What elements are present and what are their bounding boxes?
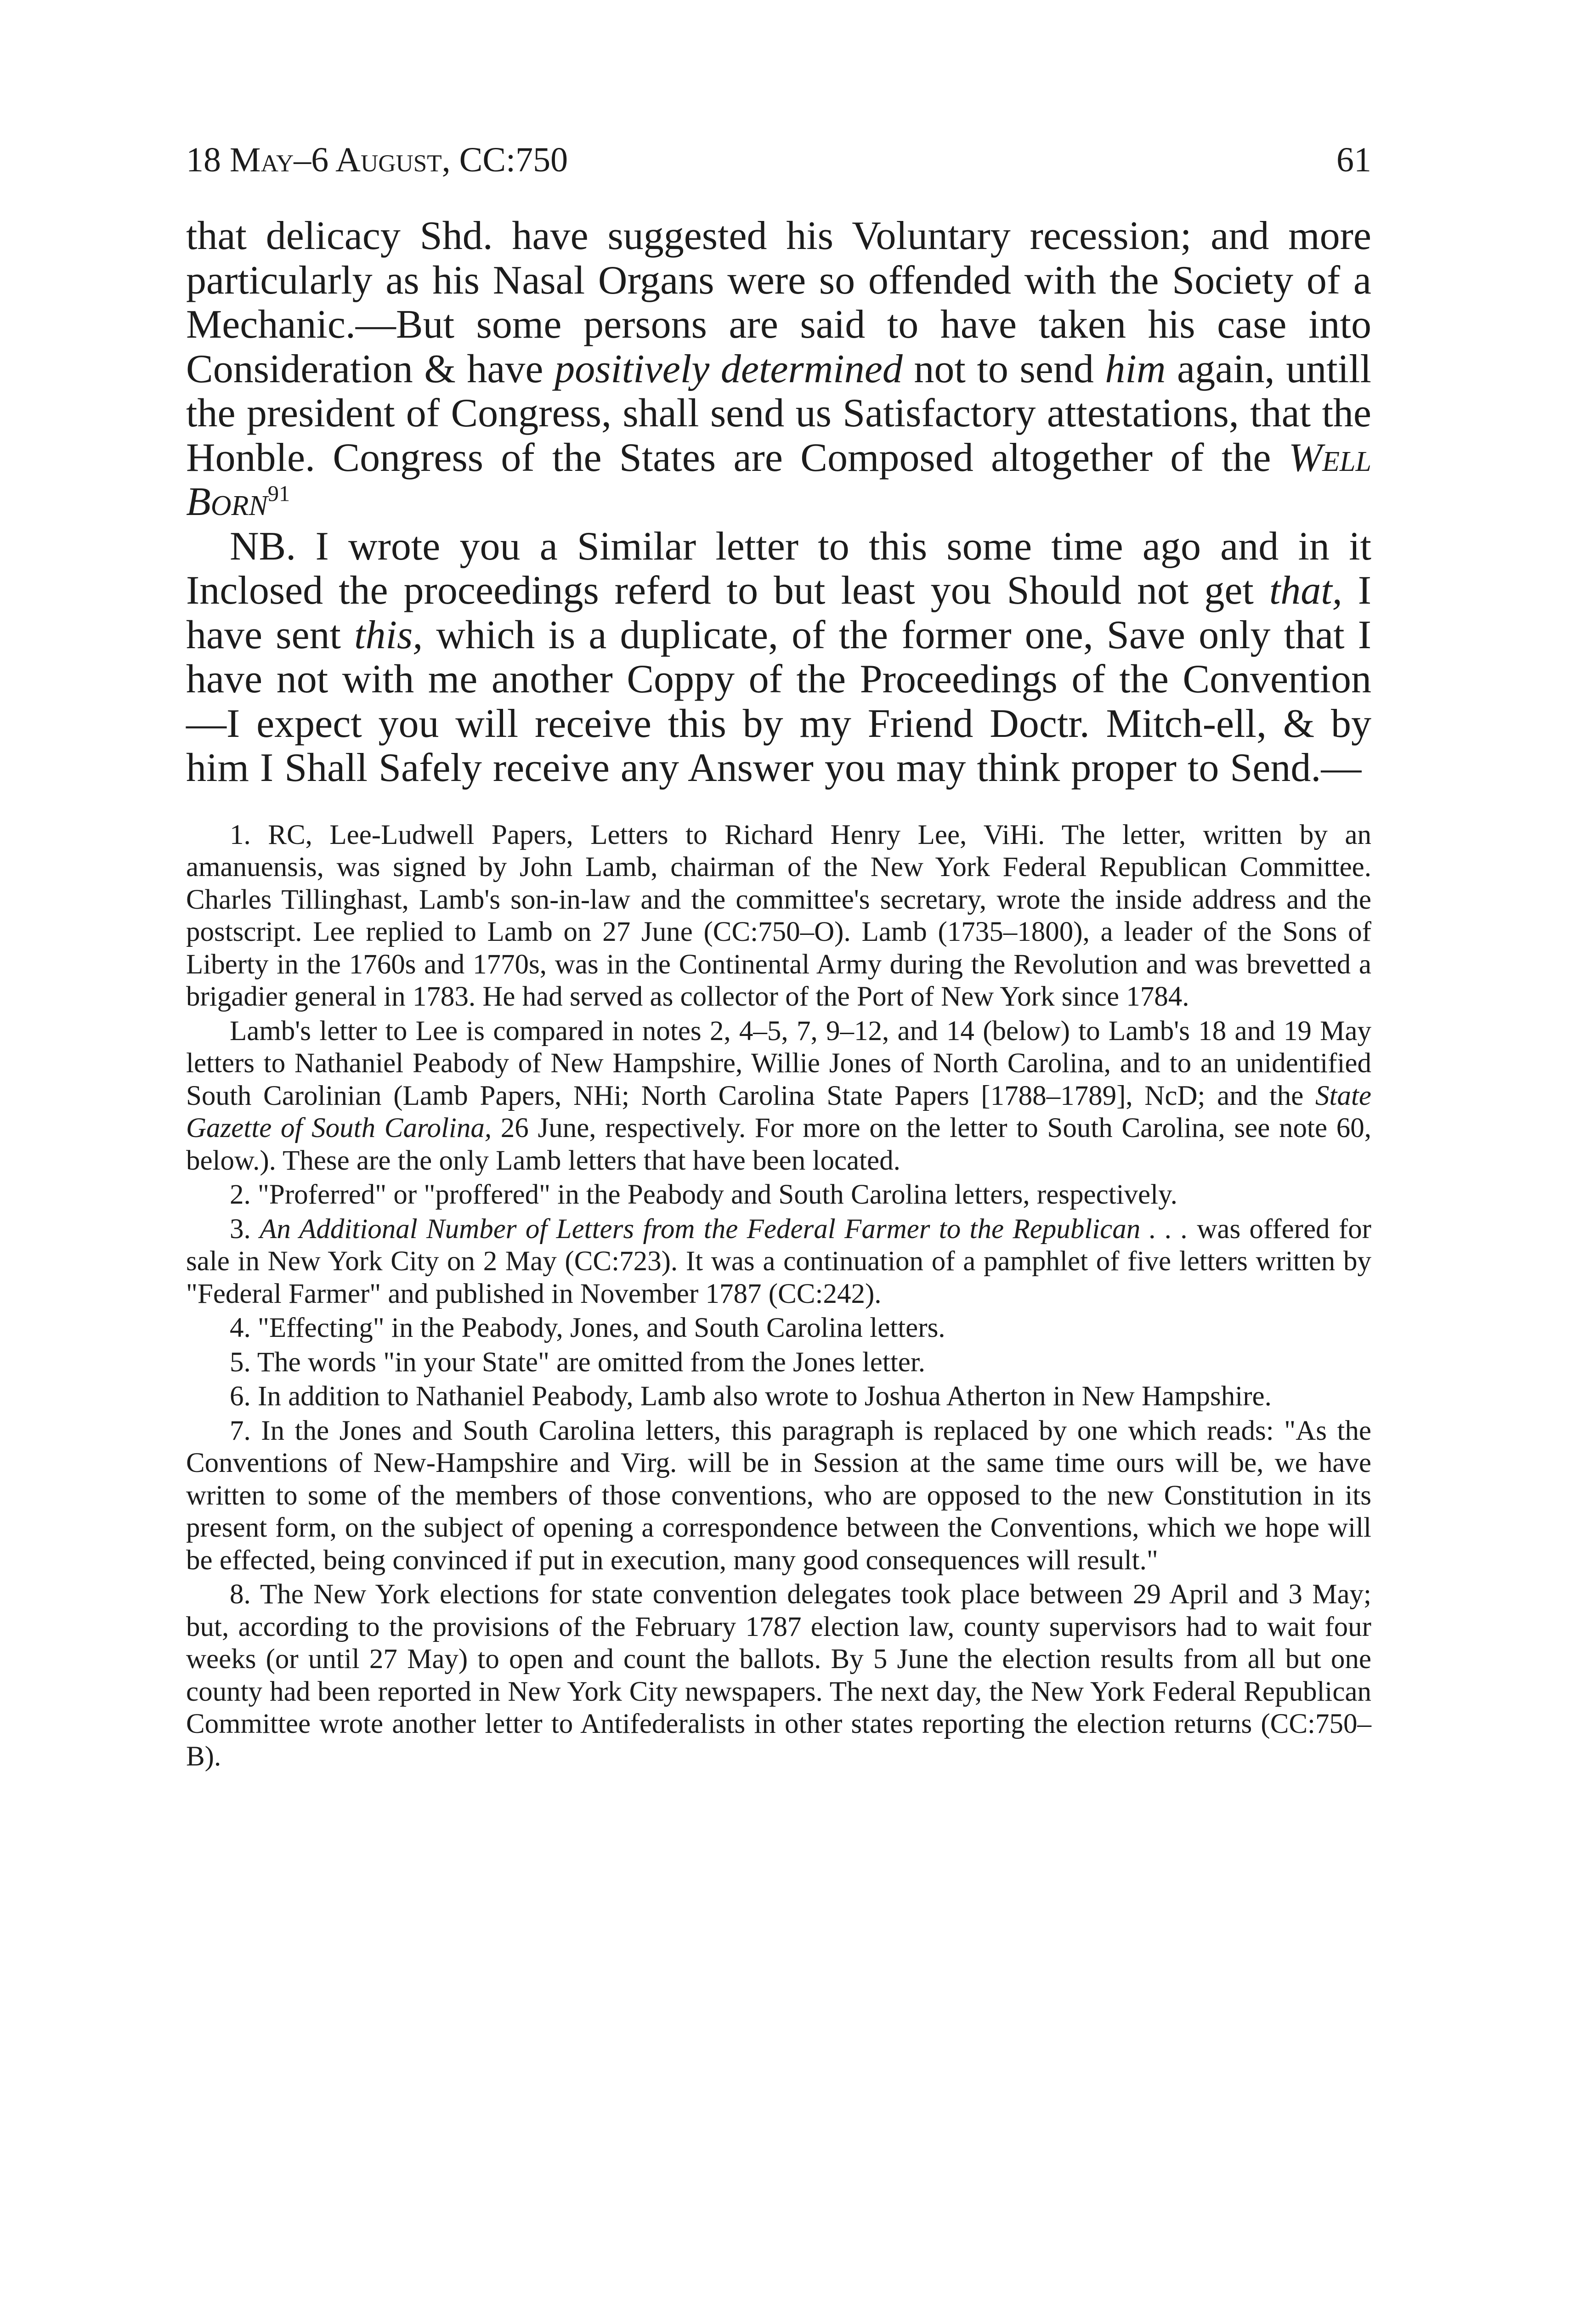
note-reference-91: 91 [267,481,290,506]
running-header [186,142,1371,177]
footnote-3: 3. An Additional Number of Letters from the Federal Farmer to the Republican . . . was offered for sale in New York City on 2 May (CC:723). It was a continuation of a pamphlet of five letters written by "Federal Farmer" and published in November 1787 (CC:242). [186,1213,1371,1309]
footnote-1-continued: Lamb's letter to Lee is compared in notes 2, 4–5, 7, 9–12, and 14 (below) to Lamb's 18 and 19 May letters to Nathaniel Peabody of New Hampshire, Willie Jones of North Carolina, and to an unidentified South Carolinian (Lamb Papers, NHi; North Carolina State Papers [1788–1789], NcD; and the State Gazette of South Carolina, 26 June, respectively. For more on the letter to South Carolina, see note 60, below.). These are the only Lamb letters that have been located. [186,1015,1371,1176]
running-head: 18 May–6 August, CC:750 [186,141,568,179]
footnote-4: 4. "Effecting" in the Peabody, Jones, and South Carolina letters. [230,1313,945,1343]
footnote-7: 7. In the Jones and South Carolina letters, this paragraph is replaced by one which reads: "As the Conventions of New-Hampshire and Virg. will be in Session at the same time ours will be, we have written to some of the members of those conventions, who are opposed to the new Constitution in its present form, on the subject of opening a correspondence between the Conventions, which we hope will be effected, being convinced if put in execution, many good consequences will result." [186,1415,1371,1576]
letter-body [186,214,1371,791]
footnotes [186,819,1371,1773]
well-born-phrase: Well Born [186,435,1371,524]
footnote-2: 2. "Proferred" or "proffered" in the Peabody and South Carolina letters, respectively. [230,1179,1177,1210]
document-page [186,142,1371,1775]
footnote-6: 6. In addition to Nathaniel Peabody, Lamb also wrote to Joshua Atherton in New Hampshire. [230,1381,1272,1412]
emphasis-positively-determined: positively determined [555,346,903,391]
emphasis-him: him [1105,346,1166,391]
emphasis-that: that, [1269,568,1342,613]
footnote-8: 8. The New York elections for state convention delegates took place between 29 April and 3 May; but, according to the provisions of the February 1787 election law, county supervisors had to wait four weeks (or until 27 May) to open and count the ballots. By 5 June the election results from all but one county had been reported in New York City newspapers. The next day, the New York Federal Republican Committee wrote another letter to Antifederalists in other states reporting the election returns (CC:750–B). [186,1579,1371,1772]
running-head-small-caps: May–6 August [230,141,442,179]
page-number: 61 [1336,141,1371,179]
letter-paragraph-2-postscript: NB. I wrote you a Similar letter to this some time ago and in it Inclosed the proceedings referd to but least you Should not get that, I have sent this, which is a duplicate, of the former one, Save only that I have not with me another Coppy of the Proceedings of the Convention—I expect you will receive this by my Friend Doctr. Mitch-ell, & by him I Shall Safely receive any Answer you may think proper to Send.— [186,524,1372,790]
footnote-5: 5. The words "in your State" are omitted from the Jones letter. [230,1347,926,1378]
footnote-1: 1. RC, Lee-Ludwell Papers, Letters to Richard Henry Lee, ViHi. The letter, written by an amanuensis, was signed by John Lamb, chairman of the New York Federal Republican Committee. Charles Tillinghast, Lamb's son-in-law and the committee's secretary, wrote the inside address and the postscript. Lee replied to Lamb on 27 June (CC:750–O). Lamb (1735–1800), a leader of the Sons of Liberty in the 1760s and 1770s, was in the Continental Army during the Revolution and was brevetted a brigadier general in 1783. He had served as collector of the Port of New York since 1784. [186,819,1371,1012]
letter-paragraph-1: that delicacy Shd. have suggested his Voluntary recession; and more particularly as his Nasal Organs were so offended with the Society of a Mechanic.—But some persons are said to have taken his case into Consideration & have positively determined not to send him again, untill the president of Congress, shall send us Satisfactory attestations, that the Honble. Congress of the States are Composed altogether of the Well Born$^{91}$ [186,214,1371,524]
emphasis-this: this, [354,612,423,657]
